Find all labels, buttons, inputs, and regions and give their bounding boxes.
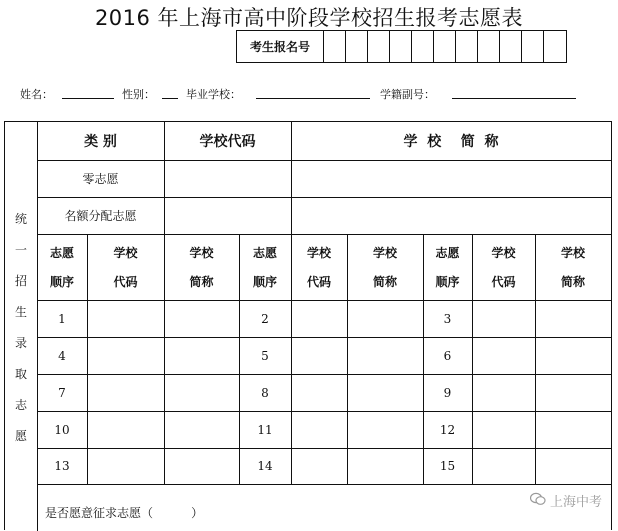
- school-field[interactable]: [256, 98, 370, 99]
- choice-school-name-field[interactable]: [535, 448, 611, 485]
- gender-field[interactable]: [162, 98, 178, 99]
- choice-number: 9: [443, 385, 452, 400]
- choice-number: 8: [261, 385, 269, 400]
- registration-digit-box[interactable]: [522, 31, 544, 62]
- zero-choice-name[interactable]: [291, 160, 611, 197]
- choice-school-code-field[interactable]: [87, 411, 164, 448]
- side-label-char: 生: [14, 304, 27, 319]
- choice-number: 6: [443, 348, 452, 363]
- choice-school-name-field[interactable]: [347, 300, 423, 337]
- col-header-text: 志愿: [49, 246, 74, 260]
- col-header-text: 学校: [189, 246, 214, 260]
- choice-school-name-field[interactable]: [347, 411, 423, 448]
- col-header-text: 顺序: [252, 275, 277, 289]
- header-school-code: 学校代码: [199, 134, 256, 150]
- col-header-text: 代码: [113, 275, 138, 289]
- registration-digit-box[interactable]: [390, 31, 412, 62]
- choice-number: 4: [58, 348, 66, 363]
- side-label-char: 一: [14, 242, 27, 257]
- side-label-char: 愿: [14, 428, 27, 443]
- col-header-name: [347, 234, 423, 300]
- col-header-text: 学校: [491, 246, 516, 260]
- col-header-order: [37, 234, 87, 300]
- choice-school-name-field[interactable]: [164, 374, 239, 411]
- registration-digit-box[interactable]: [434, 31, 456, 62]
- choice-school-code-field[interactable]: [291, 300, 347, 337]
- col-header-code: [291, 234, 347, 300]
- choice-school-name-field[interactable]: [535, 411, 611, 448]
- choice-school-name-field[interactable]: [535, 374, 611, 411]
- quota-choice-name[interactable]: [291, 197, 611, 234]
- choice-number: 7: [58, 385, 66, 400]
- choice-school-name-field[interactable]: [347, 448, 423, 485]
- zero-choice-code[interactable]: [164, 160, 291, 197]
- watermark-text: 上海中考: [549, 495, 602, 510]
- choice-school-name-field[interactable]: [164, 300, 239, 337]
- wechat-icon: [530, 492, 546, 510]
- registration-digit-box[interactable]: [456, 31, 478, 62]
- col-header-text: 顺序: [435, 275, 460, 289]
- choice-school-name-field[interactable]: [535, 337, 611, 374]
- header-school-name: 学 校 简 称: [403, 134, 499, 150]
- col-header-text: 简称: [372, 275, 397, 289]
- side-label: [5, 122, 37, 531]
- choice-school-code-field[interactable]: [472, 300, 535, 337]
- col-header-text: 顺序: [49, 275, 74, 289]
- name-field[interactable]: [62, 98, 114, 99]
- col-header-text: 代码: [491, 275, 516, 289]
- col-header-name: [535, 234, 611, 300]
- registration-digit-box[interactable]: [412, 31, 434, 62]
- choice-school-code-field[interactable]: [291, 411, 347, 448]
- choice-number: 13: [54, 459, 70, 473]
- choice-number: 12: [439, 422, 456, 437]
- side-label-char: 录: [14, 335, 27, 350]
- col-header-text: 志愿: [435, 246, 460, 260]
- choice-number: 3: [443, 311, 452, 326]
- col-header-text: 代码: [306, 275, 331, 289]
- choice-number: 14: [257, 459, 273, 473]
- col-header-text: 简称: [560, 275, 585, 289]
- choice-school-name-field[interactable]: [164, 337, 239, 374]
- choice-number: 11: [257, 422, 273, 437]
- col-header-order: [239, 234, 291, 300]
- col-header-text: 学校: [372, 246, 397, 260]
- choice-school-code-field[interactable]: [87, 374, 164, 411]
- choice-school-code-field[interactable]: [472, 448, 535, 485]
- col-header-code: [87, 234, 164, 300]
- col-header-order: [423, 234, 472, 300]
- choice-school-code-field[interactable]: [291, 448, 347, 485]
- col-header-text: 学校: [560, 246, 585, 260]
- col-header-code: [472, 234, 535, 300]
- choice-school-name-field[interactable]: [164, 448, 239, 485]
- choice-number: 2: [261, 311, 269, 326]
- choice-school-code-field[interactable]: [291, 337, 347, 374]
- choice-school-code-field[interactable]: [472, 337, 535, 374]
- choice-school-code-field[interactable]: [87, 337, 164, 374]
- registration-digit-box[interactable]: [368, 31, 390, 62]
- choice-school-name-field[interactable]: [164, 411, 239, 448]
- zero-choice-label: 零志愿: [82, 172, 119, 186]
- choice-number: 1: [58, 311, 66, 326]
- page-title: 2016 年上海市高中阶段学校招生报考志愿表: [94, 6, 524, 30]
- quota-choice-code[interactable]: [164, 197, 291, 234]
- student-id-field[interactable]: [452, 98, 576, 99]
- choice-school-code-field[interactable]: [291, 374, 347, 411]
- side-label-char: 统: [14, 211, 27, 226]
- side-label-char: 招: [14, 273, 27, 288]
- solicit-choice-question[interactable]: 是否愿意征求志愿（ ）: [45, 505, 204, 520]
- side-label-char: 取: [14, 366, 27, 381]
- registration-digit-box[interactable]: [346, 31, 368, 62]
- col-header-name: [164, 234, 239, 300]
- quota-choice-label: 名额分配志愿: [64, 209, 137, 223]
- choice-school-code-field[interactable]: [472, 411, 535, 448]
- choice-number: 10: [54, 422, 70, 437]
- choice-school-name-field[interactable]: [347, 374, 423, 411]
- registration-digit-box[interactable]: [478, 31, 500, 62]
- col-header-text: 志愿: [252, 246, 277, 260]
- choice-school-code-field[interactable]: [472, 374, 535, 411]
- registration-number-field[interactable]: [236, 30, 567, 63]
- choice-school-code-field[interactable]: [87, 448, 164, 485]
- name-label: 姓名：: [20, 88, 53, 101]
- choice-number: 5: [261, 348, 269, 363]
- registration-digit-box[interactable]: [324, 31, 346, 62]
- choice-number: 15: [439, 459, 456, 473]
- choice-school-name-field[interactable]: [535, 300, 611, 337]
- header-category: 类 别: [84, 134, 117, 150]
- choice-school-name-field[interactable]: [347, 337, 423, 374]
- student-id-label: 学籍副号：: [380, 88, 435, 101]
- gender-label: 性别：: [122, 88, 155, 101]
- application-form-table: [4, 121, 612, 530]
- choice-school-code-field[interactable]: [87, 300, 164, 337]
- watermark: [530, 491, 602, 510]
- col-header-text: 学校: [113, 246, 138, 260]
- school-label: 毕业学校：: [186, 88, 241, 101]
- registration-label: 考生报名号: [237, 31, 324, 62]
- col-header-text: 学校: [306, 246, 331, 260]
- registration-digit-box[interactable]: [544, 31, 566, 62]
- col-header-text: 简称: [189, 275, 214, 289]
- registration-digit-box[interactable]: [500, 31, 522, 62]
- side-label-char: 志: [14, 397, 27, 412]
